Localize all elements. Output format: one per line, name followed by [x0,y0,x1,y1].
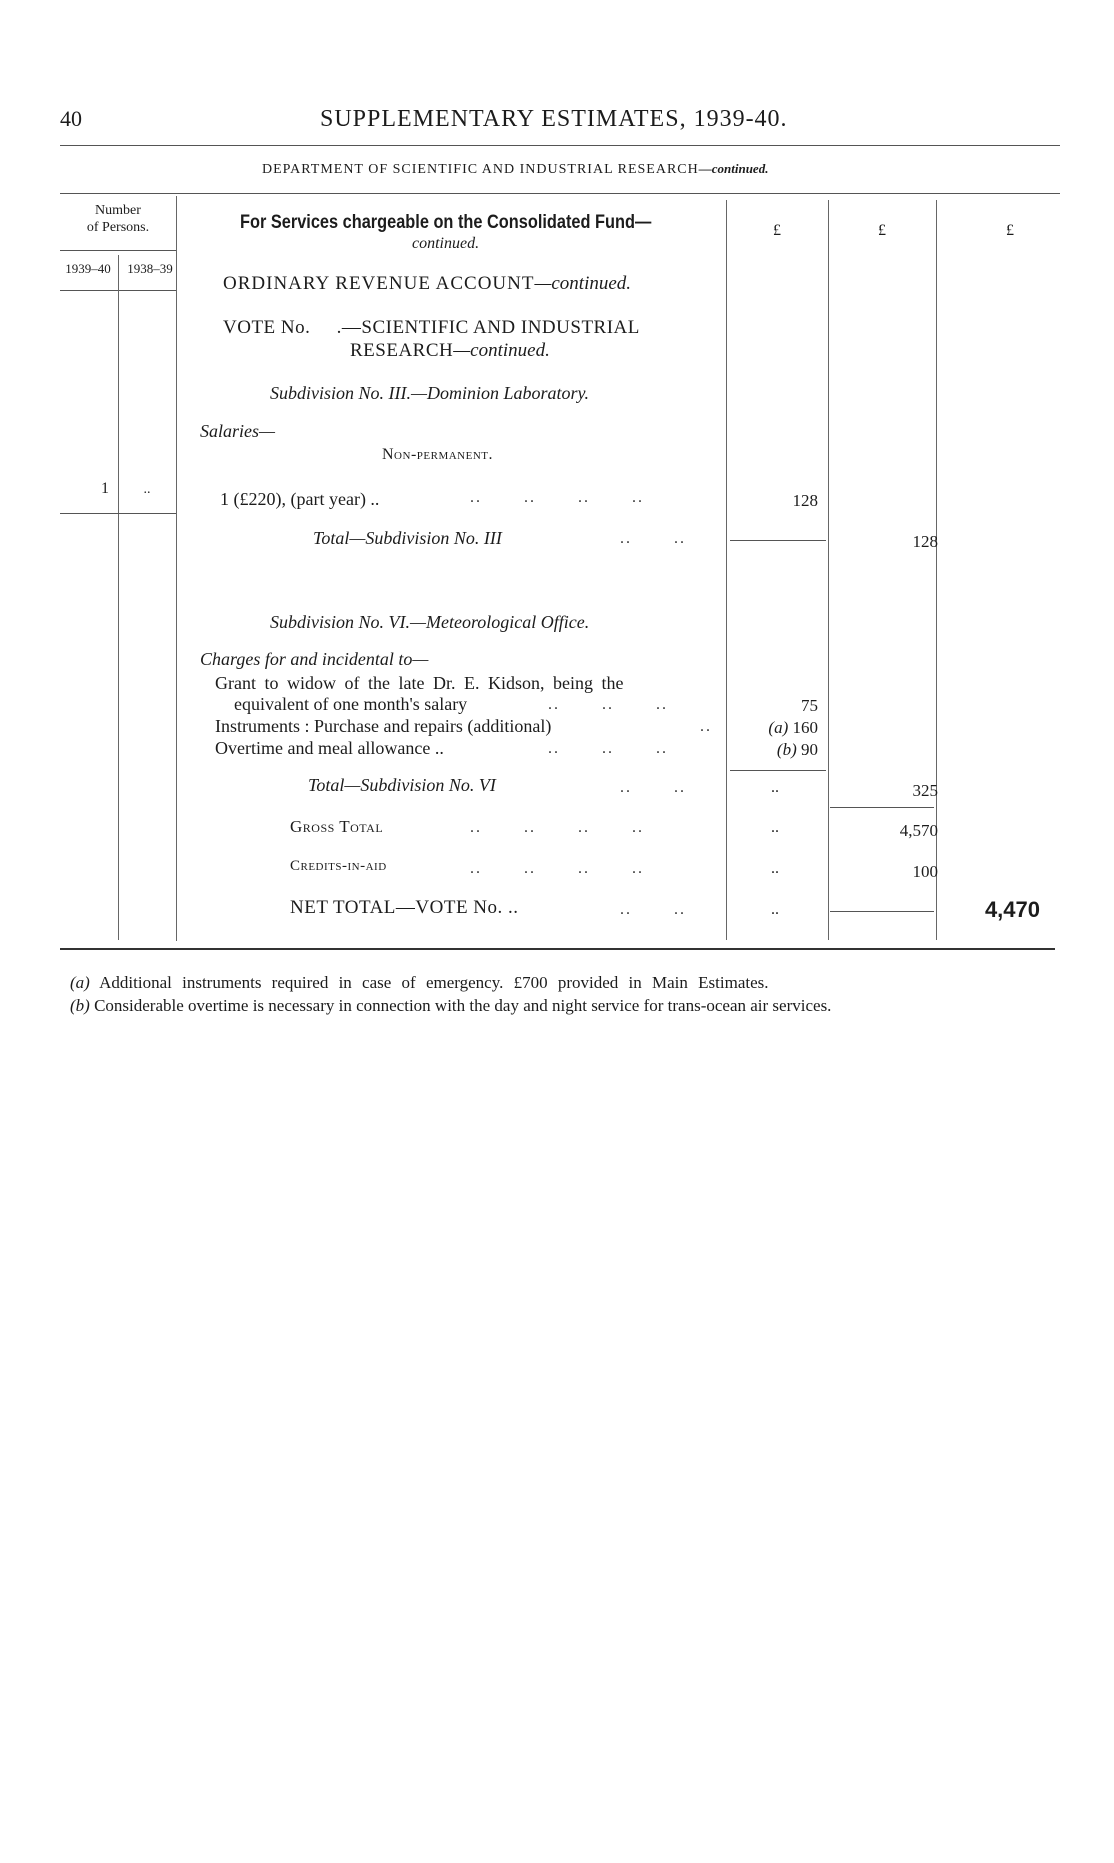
footnote-b-mark: (b) [70,996,90,1015]
vote-continued: —continued. [453,340,550,361]
page-title: SUPPLEMENTARY ESTIMATES, 1939-40. [320,106,788,132]
instruments-amount-cell [726,718,818,738]
instruments-amount: 160 [792,718,818,737]
salary-row-amount: 128 [792,491,818,510]
footnote-b [70,996,831,1016]
vote-research: RESEARCH [350,340,454,361]
charges-label: Charges for and incidental to— [200,649,429,669]
instruments-leader: .. [700,718,712,735]
overtime-note-mark: (b) [776,740,797,759]
net-total-label: NET TOTAL—VOTE No. .. [290,897,519,918]
year-1938-header: 1938–39 [127,261,173,276]
subdivision-6-subtotal-rule [730,770,826,771]
year-1939-header: 1939–40 [65,261,111,276]
persons-header-of-persons: of Persons. [86,220,150,235]
footnote-a-mark: (a) [70,973,90,992]
net-total-col1: .. [771,901,779,918]
overtime-label: Overtime and meal allowance .. [215,738,444,758]
description-divider [176,196,177,941]
gross-total-rule [830,807,934,808]
net-total: 4,470 [984,897,1040,922]
persons-row-rule [60,513,176,514]
footnote-b-text: Considerable overtime is necessary in connection with the day and night service for trans-ocean air services. [94,996,832,1015]
grant-amount: 75 [801,696,818,715]
subdivision-6-total-leader: .. .. [620,779,686,796]
gross-total: 4,570 [899,821,938,840]
table-bottom-rule [60,948,1055,950]
subdivision-3-total-leader: .. .. [620,530,686,547]
grant-line-2: equivalent of one month's salary [234,694,468,714]
currency-col3: £ [1006,222,1014,239]
grant-leader: .. .. .. [548,696,668,713]
instruments-note-mark: (a) [768,718,789,737]
account-title: ORDINARY REVENUE ACCOUNT [223,273,535,294]
subdivision-6-total: 325 [912,781,938,800]
department-name: DEPARTMENT OF SCIENTIFIC AND INDUSTRIAL RESEARCH [262,162,699,177]
salaries-label: Salaries— [200,421,276,441]
overtime-leader: .. .. .. [548,740,668,757]
currency-col2: £ [878,222,886,239]
salary-row-leader: .. .. .. .. [470,489,644,506]
persons-divider [118,255,119,940]
subdivision-6-total-col1: .. [771,779,779,796]
account-heading [223,273,631,295]
footnote-a-text: Additional instruments required in case of emergency. £700 provided in Main Estimates. [99,973,769,992]
subdivision-3-subtotal-rule [730,540,826,541]
vote-line-1: VOTE No. .—SCIENTIFIC AND INDUSTRIAL [223,317,640,338]
subdivision-3-title: Subdivision No. III.—Dominion Laboratory. [270,383,590,403]
persons-1938-value: .. [143,482,151,497]
currency-col1: £ [773,222,781,239]
gross-total-col1: .. [771,819,779,836]
subdivision-3-total-label: Total—Subdivision No. III [313,528,502,548]
instruments-label: Instruments : Purchase and repairs (additional) [215,716,552,736]
persons-header-number: Number [95,203,141,218]
page-number: 40 [60,106,82,131]
subdivision-3-total: 128 [912,532,938,551]
header-rule [60,145,1060,146]
grant-line-1: Grant to widow of the late Dr. E. Kidson, being the [215,673,624,693]
amount-col1-divider [726,200,727,940]
footnote-a [70,973,769,993]
services-heading-continued: continued. [412,235,480,252]
net-total-leader: .. .. [620,901,686,918]
gross-total-leader: .. .. .. .. [470,819,644,836]
services-heading: For Services chargeable on the Consolidated Fund— [240,212,652,233]
department-continued: —continued. [698,161,769,176]
credits-leader: .. .. .. .. [470,860,644,877]
gross-total-label: Gross Total [290,817,384,836]
net-total-rule [830,911,934,912]
account-continued: —continued. [534,273,632,294]
persons-1939-value: 1 [101,480,109,497]
vote-line-2 [350,340,550,362]
table-top-rule [60,193,1060,194]
persons-header-rule [60,250,176,251]
subdivision-6-total-label: Total—Subdivision No. VI [308,775,496,795]
department-heading [262,161,768,178]
subdivision-6-title: Subdivision No. VI.—Meteorological Office. [270,612,590,632]
credits-in-aid-label: Credits-in-aid [290,858,387,874]
overtime-amount: 90 [801,740,818,759]
non-permanent-label: Non-permanent. [382,446,493,463]
overtime-amount-cell [726,740,818,760]
credits-in-aid: 100 [912,862,938,881]
salary-row-label: 1 (£220), (part year) .. [220,489,380,509]
credits-col1: .. [771,860,779,877]
